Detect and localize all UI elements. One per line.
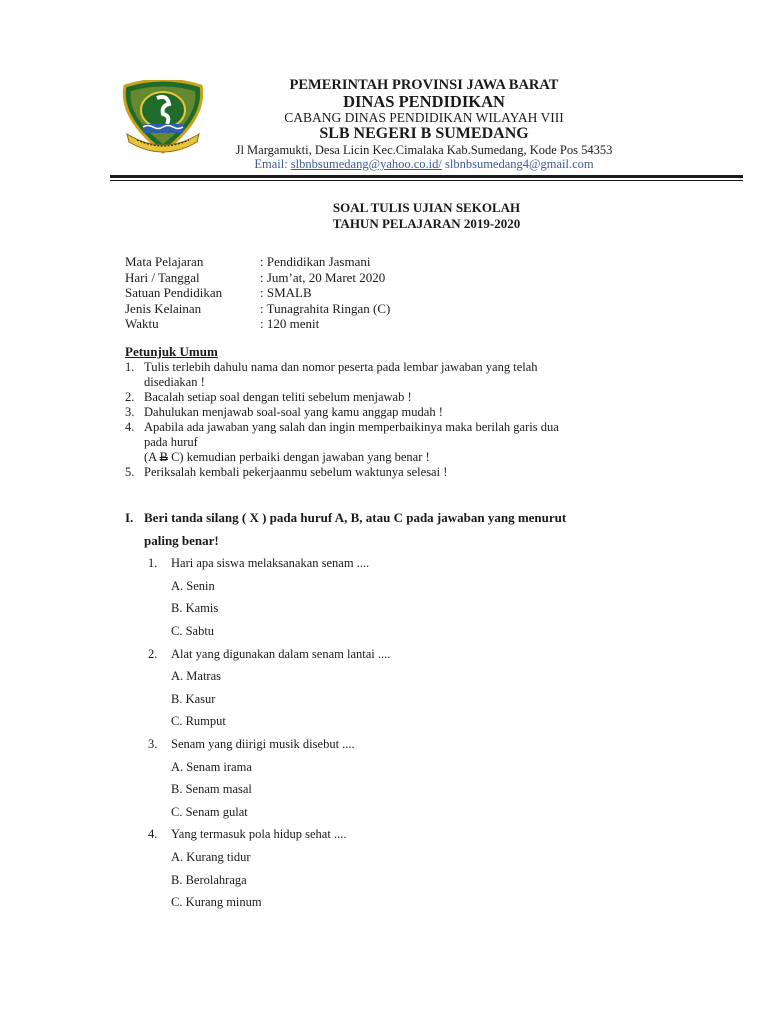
- question-text: Hari apa siswa melaksanakan senam ....: [171, 556, 370, 570]
- instruction-item: [125, 360, 538, 375]
- section-instruction-cont: paling benar!: [144, 533, 219, 548]
- instruction-text: Bacalah setiap soal dengan teliti sebelum menjawab !: [144, 390, 412, 404]
- instruction-text: Apabila ada jawaban yang salah dan ingin memperbaikinya maka berilah garis dua: [144, 420, 559, 434]
- info-row: [125, 316, 390, 332]
- info-row: [125, 301, 390, 317]
- instruction-text: pada huruf: [144, 435, 198, 449]
- example-prefix: (A: [144, 450, 160, 464]
- instruction-number: 4.: [125, 420, 135, 434]
- question-number: 1.: [148, 556, 158, 570]
- answer-option: B. Kasur: [171, 692, 216, 706]
- question-item: [148, 737, 355, 752]
- letterhead-email: [214, 157, 634, 172]
- question-text: Yang termasuk pola hidup sehat ....: [171, 827, 347, 841]
- email-other: slbnbsumedang4@gmail.com: [441, 157, 594, 171]
- academic-year: TAHUN PELAJARAN 2019-2020: [332, 216, 521, 231]
- info-key: Hari / Tanggal: [125, 269, 200, 285]
- section-instruction: Beri tanda silang ( X ) pada huruf A, B, atau C pada jawaban yang menurut: [144, 510, 567, 525]
- answer-option: A. Senam irama: [171, 760, 252, 774]
- exam-info: [125, 254, 390, 332]
- question-item: [148, 556, 369, 571]
- example-suffix: C): [167, 450, 187, 464]
- instruction-text: Tulis terlebih dahulu nama dan nomor peserta pada lembar jawaban yang telah: [144, 360, 538, 374]
- question-item: [148, 647, 390, 662]
- section-numeral: I.: [125, 510, 134, 525]
- info-value: : Jum’at, 20 Maret 2020: [260, 269, 386, 285]
- answer-option: C. Sabtu: [171, 624, 215, 638]
- info-key: Waktu: [125, 316, 159, 331]
- answer-option: A. Kurang tidur: [171, 850, 251, 864]
- answer-option: A. Matras: [171, 669, 221, 683]
- letterhead-rule-thin: [110, 180, 743, 181]
- email-label: Email:: [254, 157, 291, 171]
- exam-title: SOAL TULIS UJIAN SEKOLAH: [332, 200, 521, 215]
- info-row: [125, 254, 390, 270]
- letterhead-address: Jl Margamukti, Desa Licin Kec.Cimalaka Kab.Sumedang, Kode Pos 54353: [235, 143, 613, 157]
- instruction-item: [125, 405, 443, 420]
- question-number: 4.: [148, 827, 158, 841]
- question-text: Alat yang digunakan dalam senam lantai ....: [171, 647, 391, 661]
- info-key: Jenis Kelainan: [125, 300, 202, 316]
- instructions-heading: Petunjuk Umum: [125, 344, 218, 359]
- instruction-item: [125, 450, 430, 465]
- instruction-text: disediakan !: [144, 375, 205, 389]
- question-text: Senam yang diirigi musik disebut ....: [171, 737, 355, 751]
- letterhead-rule-thick: [110, 175, 743, 178]
- example-strike: B: [159, 450, 168, 464]
- info-value: : SMALB: [260, 285, 312, 300]
- instruction-number: 3.: [125, 405, 135, 419]
- info-value: : Tunagrahita Ringan (C): [260, 300, 391, 316]
- info-value: : 120 menit: [260, 316, 320, 331]
- answer-option: B. Senam masal: [171, 782, 252, 796]
- strike-example: [144, 450, 187, 464]
- answer-option: C. Rumput: [171, 714, 226, 728]
- answer-option: C. Senam gulat: [171, 805, 248, 819]
- answer-option: B. Kamis: [171, 601, 219, 615]
- email-link[interactable]: slbnbsumedang@yahoo.co.id/: [290, 157, 442, 171]
- answer-option: B. Berolahraga: [171, 873, 247, 887]
- instruction-item: [125, 420, 559, 435]
- provincial-emblem-logo: [117, 80, 209, 154]
- letterhead-branch: CABANG DINAS PENDIDIKAN WILAYAH VIII: [284, 110, 564, 125]
- instruction-item: [125, 435, 198, 450]
- answer-option: A. Senin: [171, 579, 215, 593]
- instruction-number: 1.: [125, 360, 135, 374]
- question-number: 2.: [148, 647, 158, 661]
- info-value: : Pendidikan Jasmani: [260, 254, 371, 269]
- answer-option: C. Kurang minum: [171, 895, 262, 909]
- letterhead-department: DINAS PENDIDIKAN: [343, 92, 505, 111]
- letterhead-government: PEMERINTAH PROVINSI JAWA BARAT: [289, 77, 559, 93]
- instruction-text: Periksalah kembali pekerjaanmu sebelum waktunya selesai !: [144, 465, 448, 479]
- letterhead-school: SLB NEGERI B SUMEDANG: [319, 125, 529, 142]
- instruction-number: 2.: [125, 390, 135, 404]
- instruction-number: 5.: [125, 465, 135, 479]
- info-row: [125, 270, 390, 286]
- info-row: [125, 285, 390, 301]
- instruction-text: kemudian perbaiki dengan jawaban yang benar !: [186, 450, 430, 464]
- instruction-item: [125, 375, 205, 390]
- instruction-item: [125, 390, 412, 405]
- question-number: 3.: [148, 737, 158, 751]
- info-key: Satuan Pendidikan: [125, 285, 223, 300]
- instruction-text: Dahulukan menjawab soal-soal yang kamu anggap mudah !: [144, 405, 443, 419]
- question-item: [148, 827, 346, 842]
- info-key: Mata Pelajaran: [125, 254, 204, 269]
- instruction-item: [125, 465, 447, 480]
